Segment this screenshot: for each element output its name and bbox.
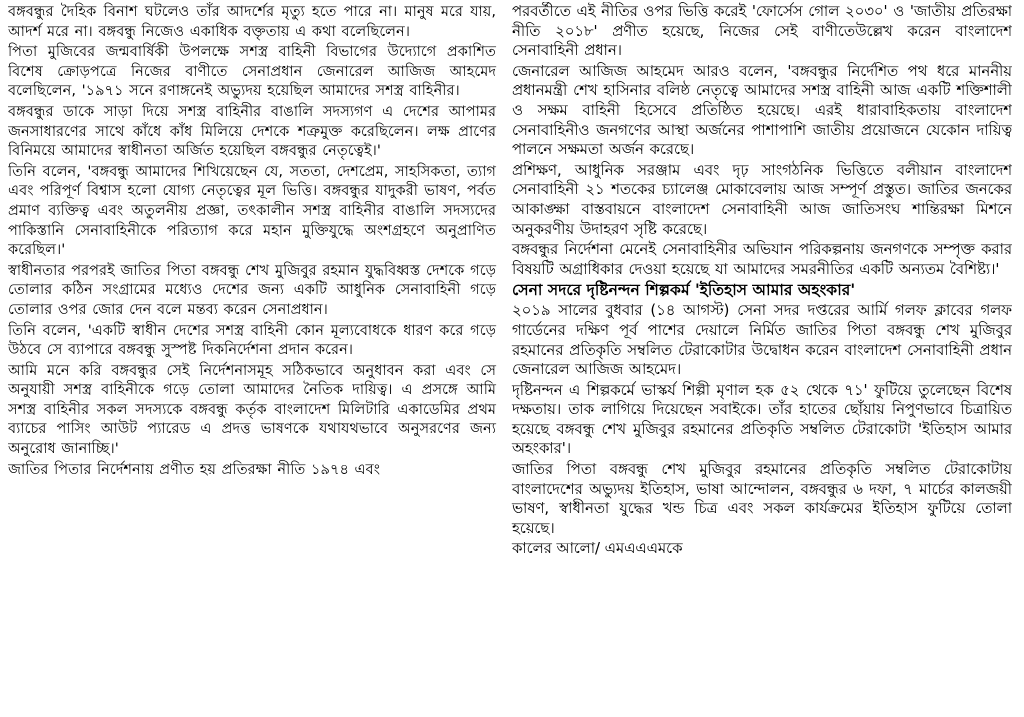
section-heading: সেনা সদরে দৃষ্টিনন্দন শিল্পকর্ম 'ইতিহাস আমার অহংকার' xyxy=(512,281,856,300)
paragraph: পরবর্তীতে এই নীতির ওপর ভিত্তি করেই 'ফোর্সেস গোল ২০৩০' ও 'জাতীয় প্রতিরক্ষা নীতি ২০১৮' প্রণীত হয়েছে, নিজের সেই বাণীতেউল্লেখ করেন বাংলাদেশ সেনাবাহিনী প্রধান। xyxy=(512,3,1012,60)
paragraph: জেনারেল আজিজ আহমেদ আরও বলেন, 'বঙ্গবন্ধুর নির্দেশিত পথ ধরে মাননীয় প্রধানমন্ত্রী শেখ হাসিনার বলিষ্ঠ নেতৃত্বে আমাদের সশস্ত্র বাহিনী আজ একটি শক্তিশালী ও সক্ষম বাহিনী হিসেবে প্রতিষ্ঠিত হয়েছে। এরই ধারাবাহিকতায় বাংলাদেশ সেনাবাহিনীও জনগণের আস্থা অর্জনের পাশাপাশি জাতীয় প্রয়োজনে যেকোন দায়িত্ব পালনে সক্ষমতা অর্জন করেছে। xyxy=(512,62,1012,159)
paragraph: বঙ্গবন্ধুর ডাকে সাড়া দিয়ে সশস্ত্র বাহিনীর বাঙালি সদস্যগণ এ দেশের আপামর জনসাধারণের সাথে কাঁধে কাঁধ মিলিয়ে দেশকে শত্রুমুক্ত করেছিলেন। লক্ষ প্রাণের বিনিময়ে আমাদের স্বাধীনতা অর্জিত হয়েছিল বঙ্গবন্ধুর নেতৃত্বেই।' xyxy=(8,102,496,160)
paragraph: বঙ্গবন্ধুর নির্দেশনা মেনেই সেনাবাহিনীর অভিযান পরিকল্পনায় জনগণকে সম্পৃক্ত করার বিষয়টি অগ্রাধিকার দেওয়া হয়েছে যা আমাদের সমরনীতির একটি অন্যতম বৈশিষ্ট্য।' xyxy=(512,241,1012,278)
paragraph: স্বাধীনতার পরপরই জাতির পিতা বঙ্গবন্ধু শেখ মুজিবুর রহমান যুদ্ধবিধ্বস্ত দেশকে গড়ে তোলার কঠিন সংগ্রামের মধ্যেও দেশের জন্য একটি আধুনিক সেনাবাহিনী গড়ে তোলার ওপর জোর দেন বলে মন্তব্য করেন সেনাপ্রধান। xyxy=(8,261,496,318)
paragraph: দৃষ্টিনন্দন এ শিল্পকর্মে ভাস্কর্য শিল্পী মৃণাল হক ৫২ থেকে ৭১' ফুটিয়ে তুলেছেন বিশেষ দক্ষতায়। তাক লাগিয়ে দিয়েছেন সবাইকে। তাঁর হাতের ছোঁয়ায় নিপুণভাবে চিত্রায়িত হয়েছে বঙ্গবন্ধু শেখ মুজিবুর রহমানের প্রতিকৃতি সম্বলিত টেরাকোটা 'ইতিহাস আমার অহংকার'। xyxy=(512,381,1012,458)
paragraph: জাতির পিতার নির্দেশনায় প্রণীত হয় প্রতিরক্ষা নীতি ১৯৭৪ এবং xyxy=(8,460,381,478)
paragraph: তিনি বলেন, 'বঙ্গবন্ধু আমাদের শিখিয়েছেন যে, সততা, দেশপ্রেম, সাহসিকতা, ত্যাগ এবং পরিপূর্ণ বিশ্বাস হলো যোগ্য নেতৃত্বের মূল ভিত্তি। বঙ্গবন্ধুর যাদুকরী ভাষণ, পর্বত প্রমাণ ব্যক্তিত্ব এবং অতুলনীয় প্রজ্ঞা, তৎকালীন সশস্ত্র বাহিনীর বাঙালি সদস্যদের পাকিস্তানি সেনাবাহিনীকে পরিত্যাগ করে মহান মুক্তিযুদ্ধে অংশগ্রহণে অনুপ্রাণিত করেছিল।' xyxy=(8,162,496,259)
left-column xyxy=(8,2,504,717)
paragraph: পিতা মুজিবের জন্মবার্ষিকী উপলক্ষে সশস্ত্র বাহিনী বিভাগের উদ্যোগে প্রকাশিত বিশেষ ক্রোড়পত্রে নিজের বাণীতে সেনাপ্রধান জেনারেল আজিজ আহমেদ বলেছিলেন, '১৯৭১ সনে রণাঙ্গনেই অভ্যুদয় হয়েছিল আমাদের সশস্ত্র বাহিনীর। xyxy=(8,43,496,100)
paragraph: বঙ্গবন্ধুর দৈহিক বিনাশ ঘটলেও তাঁর আদর্শের মৃত্যু হতে পারে না। মানুষ মরে যায়, আদর্শ মরে না। বঙ্গবন্ধু নিজেও একাধিক বক্তৃতায় এ কথা বলেছিলেন। xyxy=(8,3,496,40)
right-column xyxy=(504,2,1012,717)
source-credit: কালের আলো/ এমএএএমকে xyxy=(512,540,683,558)
paragraph: আমি মনে করি বঙ্গবন্ধুর সেই নির্দেশনাসমূহ সঠিকভাবে অনুধাবন করা এবং সে অনুযায়ী সশস্ত্র বাহিনীকে গড়ে তোলা আমাদের নৈতিক দায়িত্ব। এ প্রসঙ্গে আমি সশস্ত্র বাহিনীর সকল সদস্যকে বঙ্গবন্ধু কর্তৃক বাংলাদেশ মিলিটারি একাডেমির প্রথম ব্যাচের পাসিং আউট প্যারেড এ প্রদত্ত ভাষণকে যথাযথভাবে অনুসরণের জন্য অনুরোধ জানাচ্ছি।' xyxy=(8,361,496,458)
paragraph: জাতির পিতা বঙ্গবন্ধু শেখ মুজিবুর রহমানের প্রতিকৃতি সম্বলিত টেরাকোটায় বাংলাদেশের অভ্যুদয় ইতিহাস, ভাষা আন্দোলন, বঙ্গবন্ধুর ৬ দফা, ৭ মার্চের কালজয়ী ভাষণ, স্বাধীনতা যুদ্ধের খন্ড চিত্র এবং সকল কার্যক্রমের ইতিহাস ফুটিয়ে তোলা হয়েছে। xyxy=(512,461,1012,537)
paragraph: তিনি বলেন, 'একটি স্বাধীন দেশের সশস্ত্র বাহিনী কোন মূল্যবোধকে ধারণ করে গড়ে উঠবে সে ব্যাপারে বঙ্গবন্ধু সুস্পষ্ট দিকনির্দেশনা প্রদান করেন। xyxy=(8,321,496,359)
paragraph: ২০১৯ সালের বুধবার (১৪ আগস্ট) সেনা সদর দপ্তরের আর্মি গলফ ক্লাবের গলফ গার্ডেনের দক্ষিণ পূর্ব পাশের দেয়ালে নির্মিত জাতির পিতা বঙ্গবন্ধু শেখ মুজিবুর রহমানের প্রতিকৃতি সম্বলিত টেরাকোটার উদ্বোধন করেন বাংলাদেশ সেনাবাহিনী প্রধান জেনারেল আজিজ আহমেদ। xyxy=(512,302,1012,379)
paragraph: প্রশিক্ষণ, আধুনিক সরঞ্জাম এবং দৃঢ় সাংগঠনিক ভিত্তিতে বলীয়ান বাংলাদেশ সেনাবাহিনী ২১ শতকের চ্যালেঞ্জ মোকাবেলায় আজ সম্পূর্ণ প্রস্তুত। জাতির জনকের আকাঙ্ক্ষা বাস্তবায়নে বাংলাদেশ সেনাবাহিনী আজ জাতিসংঘ শান্তিরক্ষা মিশনে অনুকরণীয় উদাহরণ সৃষ্টি করেছে। xyxy=(512,161,1012,238)
